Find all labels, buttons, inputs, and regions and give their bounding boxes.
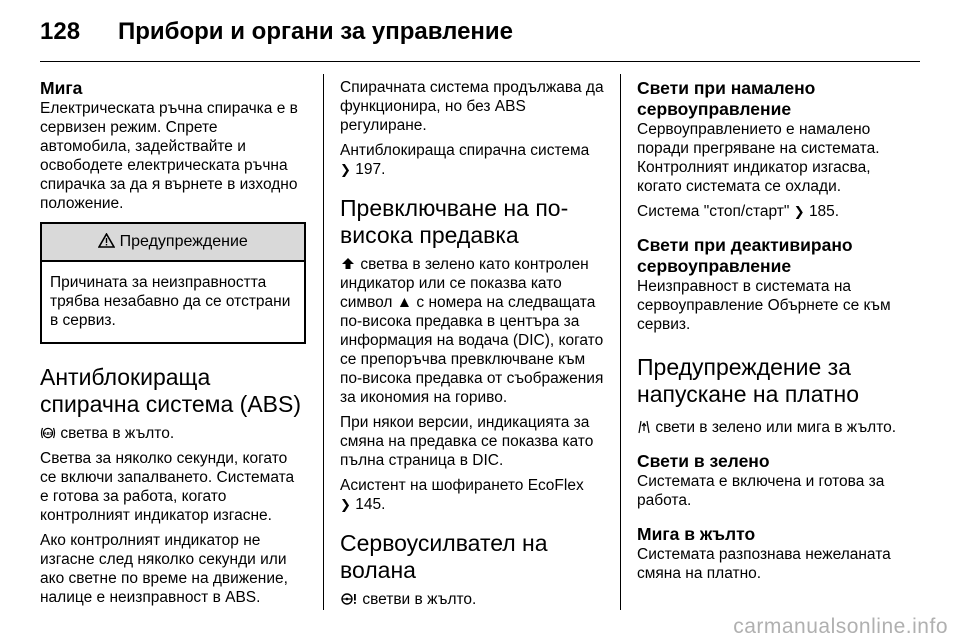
- paragraph: При някои версии, индикацията за смяна на предавка се показва като пълна страница в DIC.: [340, 414, 594, 469]
- header-rule: [40, 61, 920, 62]
- warning-box-header: [42, 224, 304, 262]
- section-heading-abs: Антиблокираща спирачна система (ABS): [40, 364, 301, 417]
- paragraph: Спирачната система продължава да функционира, но без ABS регулиране.: [340, 79, 604, 134]
- page-reference-icon: ❯: [340, 497, 351, 512]
- paragraph: Електрическата ръчна спирачка е в сервизен режим. Спрете автомобила, задействайте и освободете електрическата ръчна спирачка за да я върнете в изходно положение.: [40, 100, 298, 212]
- page-reference: 197.: [355, 161, 386, 178]
- shift-up-icon: [340, 256, 356, 273]
- section-heading-lane: Предупреждение за напускане на платно: [637, 354, 860, 407]
- page-reference: 145.: [355, 496, 386, 513]
- watermark: carmanualsonline.info: [733, 615, 948, 638]
- abs-indicator-text: светва в жълто.: [60, 425, 175, 442]
- paragraph: Система "стоп/старт": [637, 203, 790, 220]
- paragraph: Антиблокираща спирачна система: [340, 142, 590, 159]
- section-heading-green: Свети в зелено: [637, 451, 770, 471]
- section-heading-blink: Мига: [40, 78, 83, 98]
- warning-box: [40, 222, 306, 344]
- paragraph: Системата разпознава нежеланата смяна на платно.: [637, 546, 891, 582]
- steering-indicator-text: светви в жълто.: [362, 591, 477, 608]
- paragraph: Ако контролният индикатор не изгасне след няколко секунди или ако светне по време на движение, налице е неизправност в ABS.: [40, 532, 288, 606]
- paragraph: Асистент на шофирането EcoFlex: [340, 477, 584, 494]
- page-reference-icon: ❯: [793, 204, 805, 219]
- section-heading-steering: Сервоусилвател на волана: [340, 530, 548, 583]
- column-right: [637, 78, 905, 583]
- column-left: [40, 78, 306, 607]
- paragraph: Светва за няколко секунди, когато се включи запалването. Системата е готова за работа, когато контролният индикатор изгасне.: [40, 450, 295, 524]
- paragraph: Системата е включена и готова за работа.: [637, 473, 885, 509]
- warning-text: Причината за неизправността трябва незабавно да се отстрани в сервиз.: [50, 274, 291, 329]
- page-number: 128: [40, 18, 81, 45]
- column-divider: [323, 74, 324, 610]
- paragraph: Сервоуправлението е намалено поради прегряване на системата. Контролният индикатор изгасва, когато системата се охлади.: [637, 121, 880, 195]
- page-title: Прибори и органи за управление: [118, 18, 514, 45]
- column-divider: [620, 74, 621, 610]
- warning-title: Предупреждение: [119, 233, 248, 250]
- column-middle: [340, 78, 606, 609]
- section-heading-shift: Превключване на по-висока предавка: [340, 195, 569, 248]
- lane-departure-icon: [637, 419, 651, 436]
- paragraph: Неизправност в системата на сервоуправление Обърнете се към сервиз.: [637, 278, 891, 333]
- warning-triangle-icon: [98, 233, 119, 250]
- steering-wheel-icon: [340, 591, 358, 608]
- abs-icon: [40, 425, 56, 442]
- page-header: [40, 18, 513, 48]
- section-heading-yellow: Мига в жълто: [637, 524, 756, 544]
- lane-indicator-text: свети в зелено или мига в жълто.: [655, 419, 897, 436]
- page-reference: 185.: [808, 203, 840, 220]
- paragraph: светва в зелено като контролен индикатор или се показва като символ ▲ с номера на следващата по-висока предавка в центъра за информация на водача (DIC), когато се препоръчва превключване към по-висока предавка от съображения за икономия на гориво.: [340, 256, 604, 406]
- page-reference-icon: ❯: [340, 162, 351, 177]
- section-heading-reduced: Свети при намалено сервоуправление: [637, 78, 816, 119]
- svg-text:ABS: ABS: [43, 430, 53, 436]
- section-heading-deactivated: Свети при деактивирано сервоуправление: [637, 235, 853, 276]
